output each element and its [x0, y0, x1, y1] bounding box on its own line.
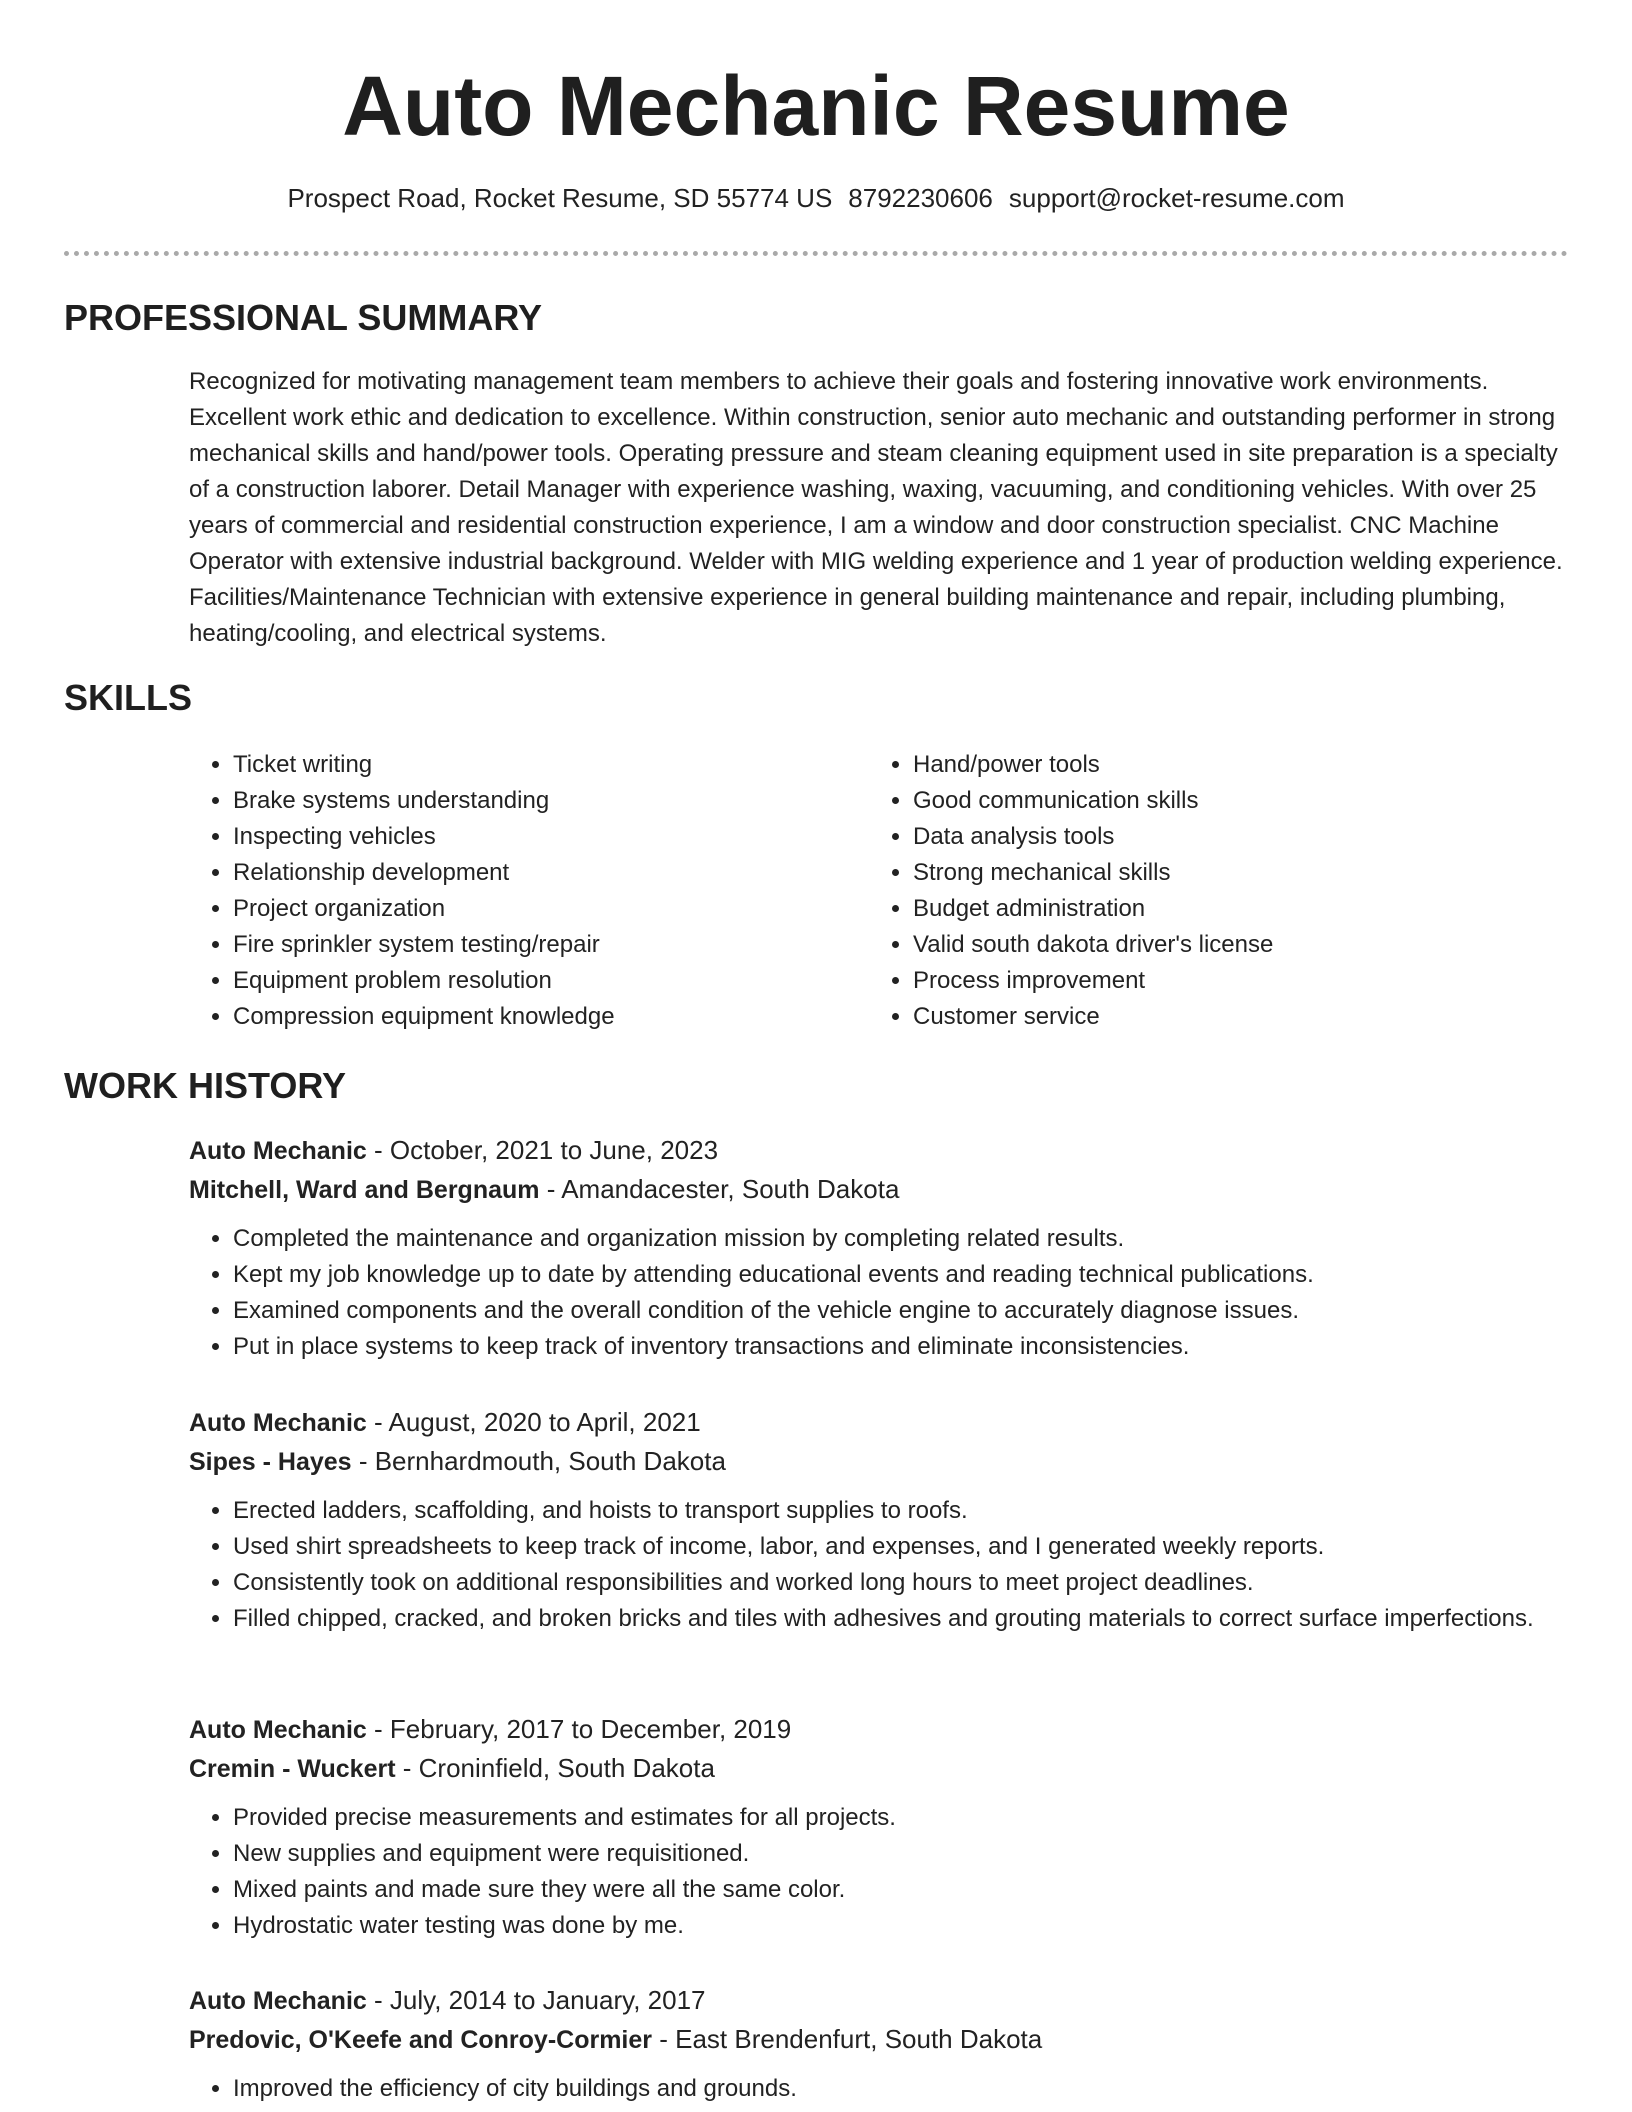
- job-company: Mitchell, Ward and Bergnaum: [189, 1176, 540, 1204]
- job-role: Auto Mechanic: [189, 1987, 367, 2015]
- section-title-work-history: WORK HISTORY: [64, 1065, 347, 1106]
- job-bullet: • Completed the maintenance and organization mission by completing related results.: [233, 1221, 1569, 1257]
- skill-item: • Hand/power tools: [913, 747, 1549, 783]
- job-entry: [189, 1981, 1569, 2107]
- job-bullets: [189, 1493, 1569, 1637]
- skill-item: • Inspecting vehicles: [233, 819, 869, 855]
- skills-column-right: [869, 747, 1549, 1035]
- contact-email: support@rocket-resume.com: [1008, 183, 1345, 213]
- skill-item: • Budget administration: [913, 891, 1549, 927]
- job-location: - Bernhardmouth, South Dakota: [358, 1446, 726, 1476]
- section-title-skills: SKILLS: [64, 677, 193, 718]
- job-bullet: • Consistently took on additional responsibilities and worked long hours to meet project deadlines.: [233, 1565, 1569, 1601]
- job-company: Predovic, O'Keefe and Conroy-Cormier: [189, 2026, 653, 2054]
- job-role-line: [189, 1710, 1569, 1749]
- job-bullet: • Examined components and the overall condition of the vehicle engine to accurately diagnose issues.: [233, 1293, 1569, 1329]
- job-location: - Amandacester, South Dakota: [546, 1174, 900, 1204]
- job-bullet: • Mixed paints and made sure they were all the same color.: [233, 1872, 1569, 1908]
- skill-item: • Valid south dakota driver's license: [913, 927, 1549, 963]
- skill-item: • Ticket writing: [233, 747, 869, 783]
- job-bullets: [189, 1221, 1569, 1365]
- job-location: - Croninfield, South Dakota: [402, 1753, 715, 1783]
- section-title-summary: PROFESSIONAL SUMMARY: [64, 297, 543, 338]
- skill-item: • Equipment problem resolution: [233, 963, 869, 999]
- job-bullet: • Erected ladders, scaffolding, and hoists to transport supplies to roofs.: [233, 1493, 1569, 1529]
- job-bullets: [189, 2071, 1569, 2107]
- summary-text: Recognized for motivating management team members to achieve their goals and fostering innovative work environments. Excellent work ethic and dedication to excellence. Within construction, senior auto mechanic and outstanding performer in strong mechanical skills and hand/power tools. Operating pressure and steam cleaning equipment used in site preparation is a specialty of a construction laborer. Detail Manager with experience washing, waxing, vacuuming, and conditioning vehicles. With over 25 years of commercial and residential construction experience, I am a window and door construction specialist. CNC Machine Operator with extensive industrial background. Welder with MIG welding experience and 1 year of production welding experience. Facilities/Maintenance Technician with extensive experience in general building maintenance and repair, including plumbing, heating/cooling, and electrical systems.: [189, 368, 1563, 647]
- job-company-line: [189, 2020, 1569, 2059]
- job-company-line: [189, 1170, 1569, 1209]
- job-location: - East Brendenfurt, South Dakota: [659, 2024, 1043, 2054]
- skill-item: • Customer service: [913, 999, 1549, 1035]
- skills-list: [189, 747, 1569, 1035]
- job-role-line: [189, 1131, 1569, 1170]
- job-entry: [189, 1131, 1569, 1365]
- job-company-line: [189, 1749, 1569, 1788]
- header-divider: [64, 251, 1568, 256]
- job-role-line: [189, 1981, 1569, 2020]
- job-bullet: • Put in place systems to keep track of inventory transactions and eliminate inconsistencies.: [233, 1329, 1569, 1365]
- job-dates: - October, 2021 to June, 2023: [374, 1135, 719, 1165]
- job-bullet: • New supplies and equipment were requisitioned.: [233, 1836, 1569, 1872]
- job-bullet: • Kept my job knowledge up to date by attending educational events and reading technical publications.: [233, 1257, 1569, 1293]
- contact-address: Prospect Road, Rocket Resume, SD 55774 US: [287, 183, 833, 213]
- job-bullet: • Provided precise measurements and estimates for all projects.: [233, 1800, 1569, 1836]
- skill-item: • Good communication skills: [913, 783, 1549, 819]
- skill-item: • Project organization: [233, 891, 869, 927]
- job-role-line: [189, 1403, 1569, 1442]
- job-bullet: • Used shirt spreadsheets to keep track of income, labor, and expenses, and I generated weekly reports.: [233, 1529, 1569, 1565]
- skill-item: • Fire sprinkler system testing/repair: [233, 927, 869, 963]
- job-entry: [189, 1710, 1569, 1944]
- job-entry: [189, 1403, 1569, 1637]
- skill-item: • Compression equipment knowledge: [233, 999, 869, 1035]
- skills-column-left: [189, 747, 869, 1035]
- job-bullet: • Improved the efficiency of city buildings and grounds.: [233, 2071, 1569, 2107]
- contact-line: [0, 180, 1632, 216]
- job-dates: - July, 2014 to January, 2017: [374, 1985, 706, 2015]
- job-bullet: • Filled chipped, cracked, and broken bricks and tiles with adhesives and grouting materials to correct surface imperfections.: [233, 1601, 1569, 1637]
- skill-item: • Brake systems understanding: [233, 783, 869, 819]
- skill-item: • Relationship development: [233, 855, 869, 891]
- job-company: Sipes - Hayes: [189, 1448, 352, 1476]
- job-role: Auto Mechanic: [189, 1409, 367, 1437]
- job-bullets: [189, 1800, 1569, 1944]
- skill-item: • Data analysis tools: [913, 819, 1549, 855]
- contact-phone: 8792230606: [848, 183, 993, 213]
- job-bullet: • Hydrostatic water testing was done by me.: [233, 1908, 1569, 1944]
- skill-item: • Strong mechanical skills: [913, 855, 1549, 891]
- job-role: Auto Mechanic: [189, 1137, 367, 1165]
- job-dates: - August, 2020 to April, 2021: [374, 1407, 701, 1437]
- job-role: Auto Mechanic: [189, 1716, 367, 1744]
- skill-item: • Process improvement: [913, 963, 1549, 999]
- resume-title: Auto Mechanic Resume: [342, 59, 1290, 153]
- job-company: Cremin - Wuckert: [189, 1755, 396, 1783]
- job-company-line: [189, 1442, 1569, 1481]
- job-dates: - February, 2017 to December, 2019: [374, 1714, 792, 1744]
